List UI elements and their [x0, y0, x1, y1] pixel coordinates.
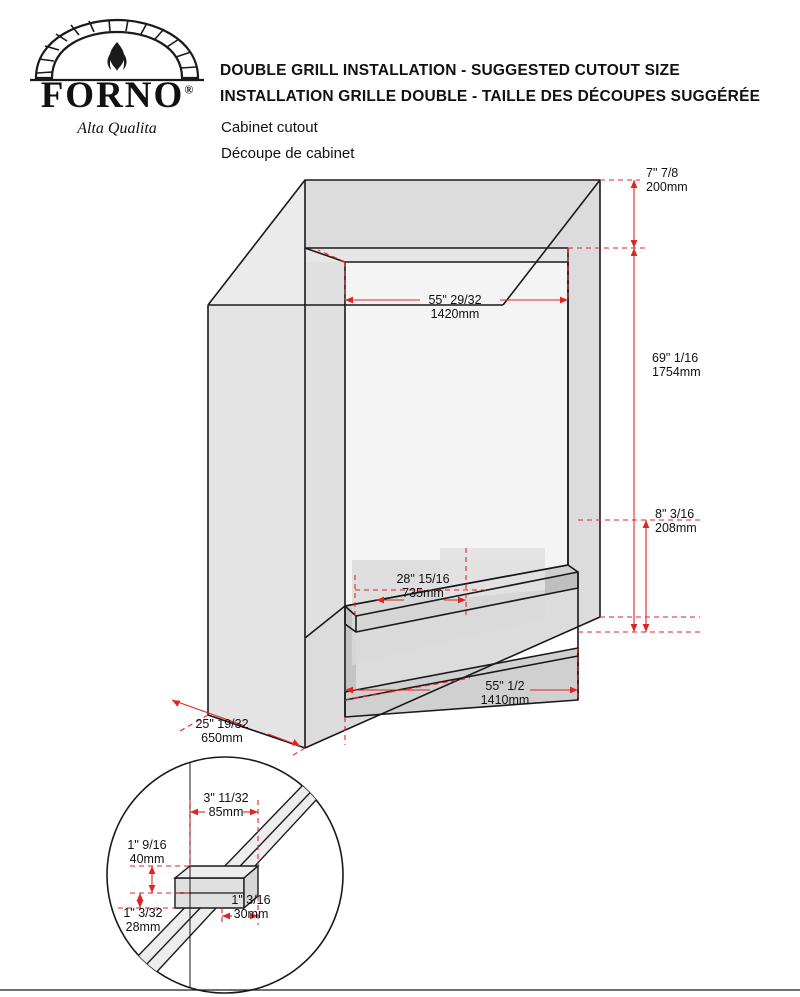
title-french: INSTALLATION GRILLE DOUBLE - TAILLE DES DÉCOUPES SUGGÉRÉE — [220, 88, 761, 105]
dim-base-height-imperial: 8" 3/16 — [655, 507, 695, 521]
dim-detail-lip-width-metric: 30mm — [233, 907, 269, 921]
dim-detail-lip-width-imperial: 1" 3/16 — [231, 893, 271, 907]
dim-cabinet-depth-imperial: 25" 19/32 — [195, 717, 249, 731]
dim-detail-ledge-depth-imperial: 3" 11/32 — [203, 791, 249, 805]
dim-shelf-depth-metric: 735mm — [402, 586, 444, 600]
logo-tagline: Alta Qualita — [77, 120, 157, 137]
dim-total-height — [652, 351, 701, 379]
dim-detail-lip-height — [108, 906, 178, 934]
dim-base-height-metric: 208mm — [655, 521, 697, 535]
dim-detail-ledge-height-metric: 40mm — [129, 852, 165, 866]
dim-cabinet-depth-metric: 650mm — [201, 731, 243, 745]
dim-cutout-width-top-metric: 1420mm — [430, 307, 480, 321]
dim-cutout-width-bottom — [455, 679, 555, 707]
dim-detail-lip-width — [214, 893, 288, 921]
dim-cutout-width-top — [405, 293, 505, 321]
dim-detail-ledge-height-imperial: 1" 9/16 — [127, 838, 167, 852]
subtitle-french: Découpe de cabinet — [221, 145, 355, 162]
dim-cutout-width-bottom-metric: 1410mm — [480, 693, 530, 707]
dim-total-height-metric: 1754mm — [652, 365, 701, 379]
dim-detail-lip-height-metric: 28mm — [125, 920, 161, 934]
dim-base-height — [655, 507, 697, 535]
dim-total-height-imperial: 69" 1/16 — [652, 351, 699, 365]
dim-cabinet-depth — [172, 717, 272, 745]
dim-shelf-depth — [378, 572, 468, 600]
dim-top-depth-imperial: 7" 7/8 — [646, 166, 679, 180]
dim-detail-lip-height-imperial: 1" 3/32 — [123, 906, 163, 920]
dim-cutout-width-bottom-imperial: 55" 1/2 — [485, 679, 525, 693]
registered-trademark-icon: ® — [184, 82, 194, 97]
dim-detail-ledge-depth-metric: 85mm — [208, 805, 244, 819]
logo-wordmark-text: FORNO — [40, 75, 185, 116]
cutout-left-return — [305, 262, 345, 638]
cutout-top-return — [305, 248, 568, 262]
dim-detail-ledge-depth — [180, 791, 272, 819]
dim-top-depth — [646, 166, 688, 194]
dim-cutout-width-top-imperial: 55" 29/32 — [428, 293, 482, 307]
dim-detail-ledge-height — [112, 838, 182, 866]
subtitle-english: Cabinet cutout — [221, 119, 318, 136]
title-english: DOUBLE GRILL INSTALLATION - SUGGESTED CUTOUT SIZE — [220, 62, 680, 79]
dim-shelf-depth-imperial: 28" 15/16 — [396, 572, 450, 586]
dim-top-depth-metric: 200mm — [646, 180, 688, 194]
